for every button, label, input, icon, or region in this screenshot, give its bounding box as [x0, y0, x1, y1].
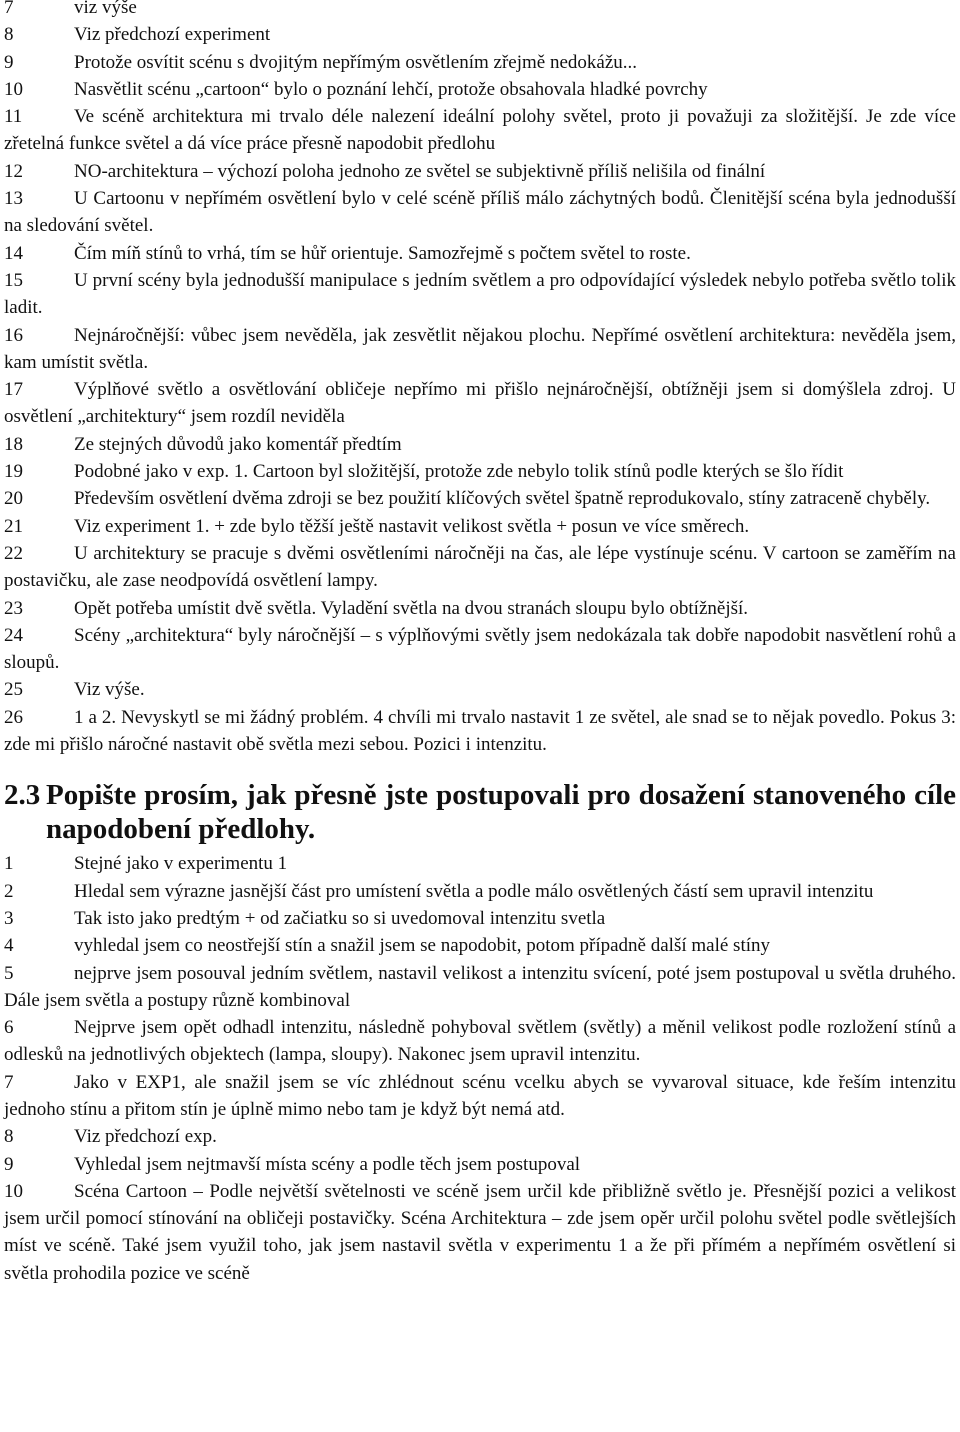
answer-entry: [4, 185, 956, 240]
answer-entry: [4, 595, 956, 622]
answer-number: 7: [4, 1071, 14, 1093]
answer-text: Viz předchozí experiment: [74, 24, 271, 46]
answer-text: Stejné jako v experimentu 1: [74, 853, 288, 875]
answer-entry: [4, 21, 956, 48]
answer-text: Tak isto jako predtým + od začiatku so si uvedomoval intenzitu svetla: [74, 907, 606, 929]
answer-entry: [4, 540, 956, 595]
answers-list-2-2: [4, 0, 956, 758]
answer-text: Viz předchozí exp.: [74, 1126, 217, 1148]
answer-entry: [4, 240, 956, 267]
answer-text: Především osvětlení dvěma zdroji se bez použití klíčových světel špatně reprodukovalo, stíny zatraceně chyběly.: [74, 488, 931, 510]
answer-number: 23: [4, 597, 23, 619]
answer-entry: [4, 676, 956, 703]
answer-entry: [4, 76, 956, 103]
answer-number: 10: [4, 1180, 23, 1202]
answer-entry: [4, 905, 956, 932]
section-heading-number: 2.3: [4, 779, 41, 812]
answer-text: Vyhledal jsem nejtmavší místa scény a podle těch jsem postupoval: [74, 1153, 581, 1175]
answer-text: vyhledal jsem co neostřejší stín a snažil jsem se napodobit, potom případně další malé stíny: [74, 935, 771, 957]
answer-number: 13: [4, 188, 23, 210]
answer-text: Opět potřeba umístit dvě světla. Vyladění světla na dvou stranách sloupu bylo obtížnější.: [74, 597, 749, 619]
answer-number: 6: [4, 1017, 14, 1039]
answer-text: nejprve jsem posouval jedním světlem, nastavil velikost a intenzitu svícení, poté jsem postupoval u světla druhého. Dále jsem světla a postupy různě kombinoval: [4, 962, 956, 1011]
answer-number: 10: [4, 78, 23, 100]
section-heading: [4, 778, 956, 846]
answer-text: Scéna Cartoon – Podle největší světelnosti ve scéně jsem určil kde přibližně světlo je. Přesnější pozici a velikost jsem určil pomocí stínování na obličeji postavičky. Scéna Architektura – zde jsem opěr určil polohu světel podle světlejších míst ve scéně. Také jsem využil toho, jak jsem nastavil světla v experimentu 1 a že při přímém a nepřímém osvětlení si světla prohodila pozice ve scéně: [4, 1180, 956, 1284]
answer-text: U první scény byla jednodušší manipulace s jedním světlem a pro odpovídající výsledek nebylo potřeba světlo tolik ladit.: [4, 269, 956, 319]
answer-entry: [4, 0, 956, 21]
answer-text: Scény „architektura“ byly náročnější – s výplňovými světly jsem nedokázala tak dobře napodobit nasvětlení rohů a sloupů.: [4, 624, 956, 674]
answer-entry: [4, 622, 956, 677]
answer-number: 20: [4, 488, 23, 510]
answer-number: 26: [4, 706, 23, 728]
answer-number: 14: [4, 242, 23, 264]
answer-entry: [4, 878, 956, 905]
answer-text: 1 a 2. Nevyskytl se mi žádný problém. 4 chvíli mi trvalo nastavit 1 ze světel, ale snad se to nějak povedlo. Pokus 3: zde mi přišlo náročné nastavit obě světla mezi sebou. Pozici i intenzitu.: [4, 706, 956, 756]
answer-entry: [4, 485, 956, 512]
answer-text: Hledal sem výrazne jasnější část pro umístení světla a podle málo osvětlených částí sem upravil intenzitu: [74, 880, 874, 902]
answer-number: 18: [4, 433, 23, 455]
section-heading-text: Popište prosím, jak přesně jste postupovali pro dosažení stanoveného cíle napodobení předlohy.: [46, 779, 956, 846]
answer-entry: [4, 704, 956, 759]
answer-entry: [4, 458, 956, 485]
answer-number: 24: [4, 624, 23, 646]
answer-number: 9: [4, 51, 14, 73]
answer-entry: [4, 49, 956, 76]
answer-text: Nejnáročnější: vůbec jsem nevěděla, jak zesvětlit nějakou plochu. Nepřímé osvětlení architektura: nevěděla jsem, kam umístit světla.: [4, 324, 956, 373]
answer-number: 12: [4, 160, 23, 182]
answer-number: 15: [4, 269, 23, 291]
answer-number: 25: [4, 679, 23, 701]
answer-entry: [4, 1178, 956, 1287]
answer-entry: [4, 850, 956, 877]
answer-number: 19: [4, 461, 23, 483]
answer-number: 8: [4, 1126, 14, 1148]
answer-number: 9: [4, 1153, 14, 1175]
answer-text: Jako v EXP1, ale snažil jsem se víc zhlédnout scénu vcelku abych se vyvaroval situace, kde řeším intenzitu jednoho stínu a přitom stín je úplně mimo nebo tam je když být nemá atd.: [4, 1071, 956, 1120]
answer-number: 16: [4, 324, 23, 346]
answer-number: 7: [4, 0, 14, 18]
answer-number: 8: [4, 24, 14, 46]
answer-number: 3: [4, 907, 14, 929]
answer-text: viz výše: [74, 0, 137, 18]
answer-number: 11: [4, 106, 23, 128]
answer-number: 5: [4, 962, 14, 984]
answers-list-2-3: [4, 850, 956, 1287]
answer-text: U architektury se pracuje s dvěmi osvětleními náročněji na čas, ale lépe vystínuje scénu. V cartoon se zaměřím na postavičku, ale zase neodpovídá osvětlení lampy.: [4, 542, 956, 592]
answer-entry: [4, 376, 956, 431]
answer-number: 1: [4, 853, 14, 875]
answer-entry: [4, 1069, 956, 1124]
answer-entry: [4, 932, 956, 959]
answer-text: U Cartoonu v nepřímém osvětlení bylo v celé scéně příliš málo záchytných bodů. Členitější scéna byla jednodušší na sledování světel.: [4, 188, 956, 237]
answer-entry: [4, 960, 956, 1015]
answer-number: 17: [4, 379, 23, 401]
answer-text: Ve scéně architektura mi trvalo déle nalezení ideální polohy světel, proto ji považuji za složitější. Je zde více zřetelná funkce světel a dá více práce přesně napodobit předlohu: [4, 106, 956, 155]
answer-entry: [4, 1151, 956, 1178]
answer-text: Nejprve jsem opět odhadl intenzitu, následně pohyboval světlem (světly) a měnil velikost podle rozložení stínů a odlesků na jednotlivých objektech (lampa, sloupy). Nakonec jsem upravil intenzitu.: [4, 1017, 956, 1066]
answer-text: Viz experiment 1. + zde bylo těžší ještě nastavit velikost světla + posun ve více směrech.: [74, 515, 750, 537]
answer-text: Protože osvítit scénu s dvojitým nepřímým osvětlením zřejmě nedokážu...: [74, 51, 638, 73]
answer-number: 21: [4, 515, 23, 537]
answer-entry: [4, 103, 956, 158]
answer-text: Ze stejných důvodů jako komentář předtím: [74, 433, 402, 455]
answer-text: Viz výše.: [74, 679, 145, 701]
answer-text: Nasvětlit scénu „cartoon“ bylo o poznání lehčí, protože obsahovala hladké povrchy: [74, 78, 708, 100]
answer-number: 4: [4, 935, 14, 957]
answer-entry: [4, 1014, 956, 1069]
answer-entry: [4, 158, 956, 185]
answer-entry: [4, 513, 956, 540]
answer-number: 2: [4, 880, 14, 902]
answer-entry: [4, 322, 956, 377]
answer-entry: [4, 1123, 956, 1150]
answer-text: NO-architektura – výchozí poloha jednoho ze světel se subjektivně příliš nelišila od finální: [74, 160, 766, 182]
answer-text: Výplňové světlo a osvětlování obličeje nepřímo mi přišlo nejnáročnější, obtížněji jsem si domýšlela zdroj. U osvětlení „architektury“ jsem rozdíl neviděla: [4, 379, 956, 428]
answer-text: Podobné jako v exp. 1. Cartoon byl složitější, protože zde nebylo tolik stínů podle kterých se šlo řídit: [74, 461, 844, 483]
answer-entry: [4, 431, 956, 458]
answer-text: Čím míň stínů to vrhá, tím se hůř orientuje. Samozřejmě s počtem světel to roste.: [74, 242, 691, 264]
answer-entry: [4, 267, 956, 322]
answer-number: 22: [4, 542, 23, 564]
